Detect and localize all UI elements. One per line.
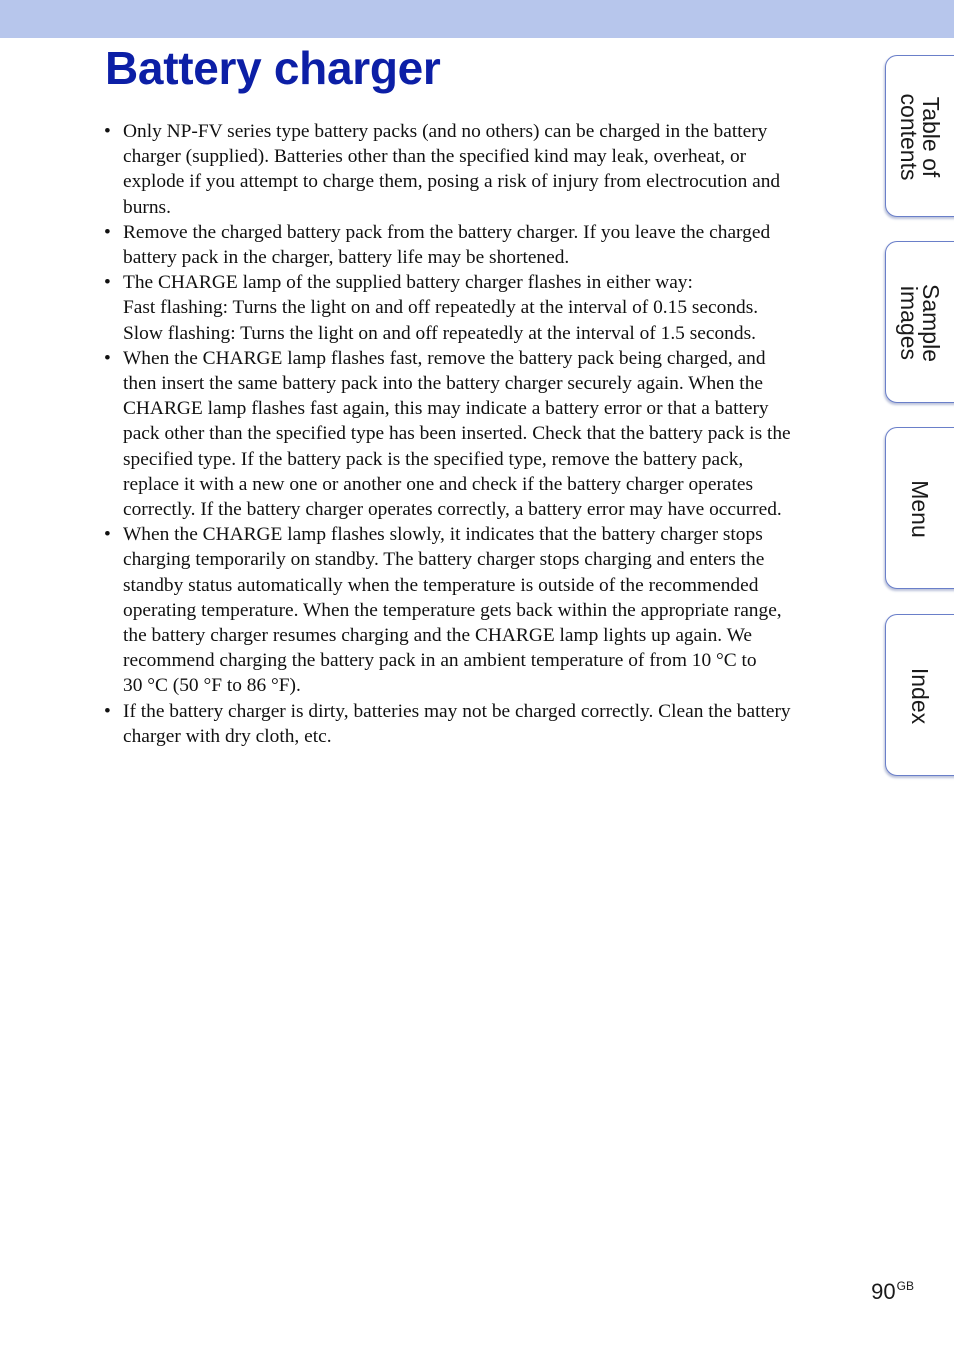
tab-sample-images[interactable] bbox=[885, 241, 954, 403]
main-content bbox=[104, 119, 849, 749]
page-number bbox=[871, 1279, 914, 1305]
bullet-text-line: pack other than the specified type has been inserted. Check that the battery pack is the bbox=[123, 423, 791, 445]
bullet-text-line: replace it with a new one or another one and check if the battery charger operates bbox=[123, 473, 754, 495]
bullet-text-line: battery pack in the charger, battery life may be shortened. bbox=[123, 247, 570, 269]
tab-index[interactable] bbox=[885, 614, 954, 776]
bullet-text-line: recommend charging the battery pack in an ambient temperature of from 10 °C to bbox=[123, 650, 757, 672]
bullet-item-6 bbox=[104, 699, 849, 749]
header-bar bbox=[0, 0, 954, 38]
bullet-text-line: 30 °C (50 °F to 86 °F). bbox=[123, 675, 301, 697]
bullet-list bbox=[104, 119, 849, 749]
bullet-text-line: the battery charger resumes charging and the CHARGE lamp lights up again. We bbox=[123, 625, 753, 647]
bullet-text-line: charger (supplied). Batteries other than the specified kind may leak, overheat, or bbox=[123, 146, 747, 168]
page-number-value: 90 bbox=[871, 1279, 896, 1304]
bullet-text-line: Remove the charged battery pack from the battery charger. If you leave the charged bbox=[123, 221, 771, 243]
tab-label-line: Menu bbox=[907, 480, 933, 538]
bullet-text-line: operating temperature. When the temperature gets back within the appropriate range, bbox=[123, 599, 782, 621]
bullet-text-line: Slow flashing: Turns the light on and off repeatedly at the interval of 1.5 seconds. bbox=[123, 322, 756, 344]
bullet-item-5 bbox=[104, 522, 849, 698]
bullet-text-line: charger with dry cloth, etc. bbox=[123, 725, 332, 747]
tab-label-line: Index bbox=[907, 667, 933, 725]
page-title: Battery charger bbox=[105, 42, 441, 94]
bullet-item-1 bbox=[104, 119, 849, 220]
bullet-text-line: standby status automatically when the temperature is outside of the recommended bbox=[123, 574, 759, 596]
tab-table-of-contents[interactable] bbox=[885, 55, 954, 217]
tab-label-line: Sample bbox=[918, 284, 944, 362]
bullet-text-line: explode if you attempt to charge them, posing a risk of injury from electrocution and bbox=[123, 171, 781, 193]
tab-menu-label bbox=[909, 480, 931, 538]
page-number-suffix: GB bbox=[896, 1279, 914, 1293]
bullet-icon: • bbox=[104, 524, 111, 546]
tab-index-label bbox=[909, 668, 931, 724]
bullet-icon: • bbox=[104, 121, 111, 142]
bullet-text-line: When the CHARGE lamp flashes slowly, it indicates that the battery charger stops bbox=[123, 524, 763, 546]
bullet-text-line: specified type. If the battery pack is the specified type, remove the battery pack, bbox=[123, 448, 744, 470]
bullet-text-line: CHARGE lamp flashes fast again, this may indicate a battery error or that a battery bbox=[123, 398, 769, 420]
bullet-text-line: If the battery charger is dirty, batteries may not be charged correctly. Clean the battery bbox=[123, 700, 791, 722]
bullet-icon: • bbox=[104, 700, 111, 722]
bullet-text-line: burns. bbox=[123, 196, 171, 218]
bullet-text-line: Only NP-FV series type battery packs (and no others) can be charged in the battery bbox=[123, 121, 768, 142]
bullet-text-line: correctly. If the battery charger operates correctly, a battery error may have occurred. bbox=[123, 499, 782, 521]
bullet-text-line: The CHARGE lamp of the supplied battery charger flashes in either way: bbox=[123, 272, 693, 294]
bullet-item-2 bbox=[104, 220, 849, 270]
tab-label-line: contents bbox=[896, 93, 922, 181]
bullet-icon: • bbox=[104, 272, 111, 294]
bullet-text-line: Fast flashing: Turns the light on and off repeatedly at the interval of 0.15 seconds. bbox=[123, 297, 759, 319]
bullet-text-line: When the CHARGE lamp flashes fast, remove the battery pack being charged, and bbox=[123, 347, 766, 369]
bullet-text-line: then insert the same battery pack into the battery charger securely again. When the bbox=[123, 373, 763, 395]
bullet-text-line: charging temporarily on standby. The battery charger stops charging and enters the bbox=[123, 549, 765, 571]
tab-label-line: Table of bbox=[918, 96, 944, 178]
tab-table-of-contents-label bbox=[898, 94, 942, 181]
bullet-item-4 bbox=[104, 346, 849, 522]
tab-menu[interactable] bbox=[885, 427, 954, 589]
bullet-icon: • bbox=[104, 221, 111, 243]
tab-label-line: images bbox=[896, 285, 922, 361]
tab-sample-images-label bbox=[898, 284, 942, 362]
bullet-icon: • bbox=[104, 347, 111, 369]
bullet-item-3 bbox=[104, 270, 849, 346]
